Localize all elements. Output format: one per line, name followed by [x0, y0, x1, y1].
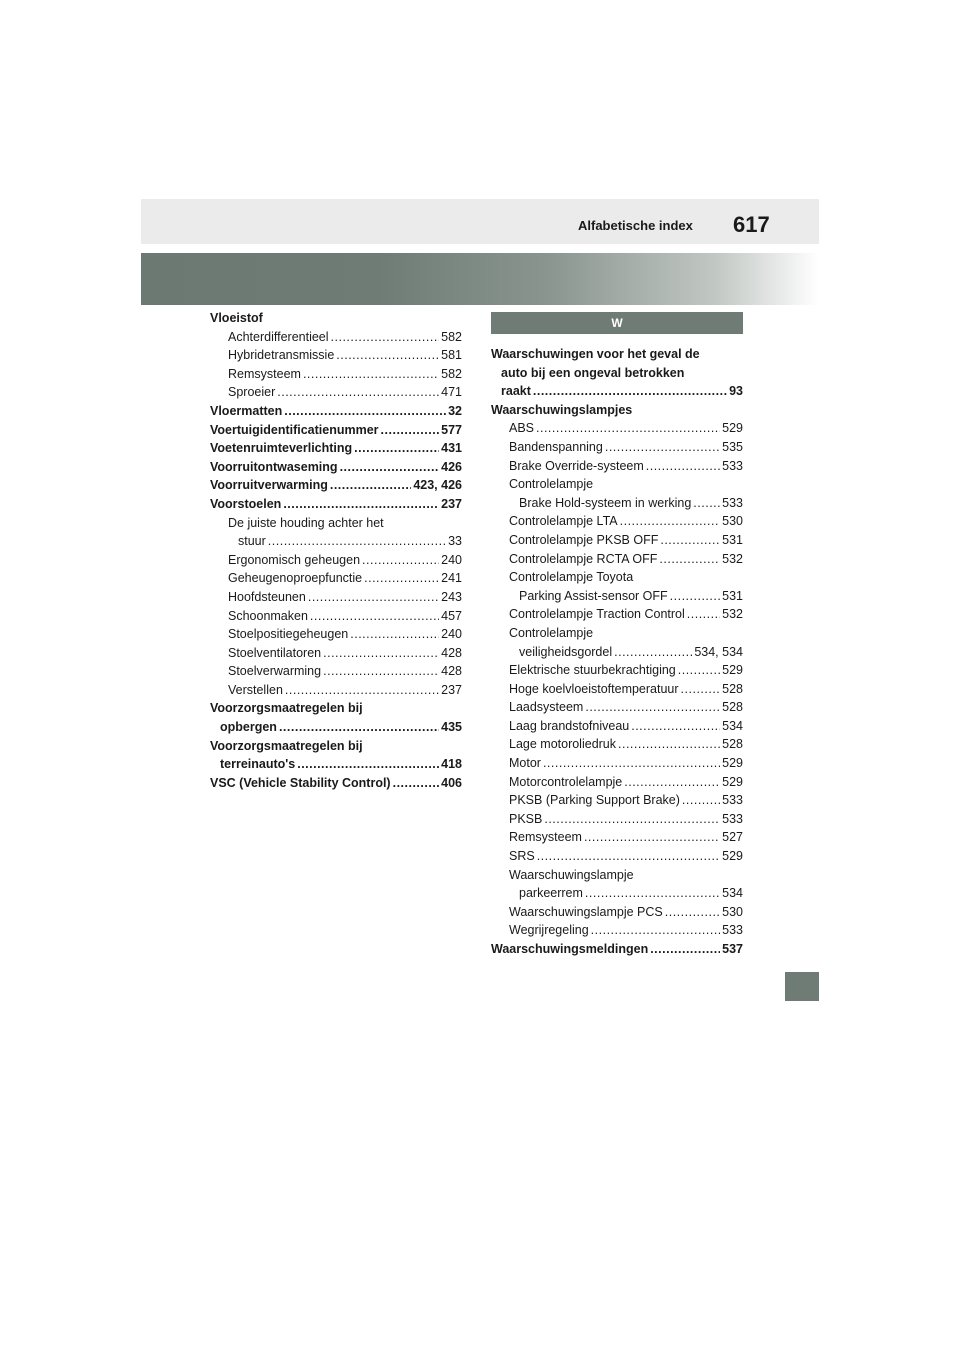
- dot-leader: [543, 754, 720, 773]
- index-entry: [491, 866, 743, 885]
- index-entry-label: Waarschuwingsmeldingen: [491, 942, 649, 956]
- dot-leader: [340, 458, 440, 477]
- index-entry-label: Wegrijregeling: [509, 923, 589, 938]
- index-entry-label: De juiste houding achter het: [228, 515, 384, 530]
- dot-leader: [646, 457, 720, 476]
- index-entry-label: Controlelampje Toyota: [509, 570, 634, 585]
- dot-leader: [323, 662, 439, 681]
- index-entry-label: Verstellen: [228, 682, 283, 697]
- index-entry-page[interactable]: 237: [441, 682, 462, 697]
- index-entry-label: Remsysteem: [228, 366, 301, 381]
- dot-leader: [297, 755, 439, 774]
- dot-leader: [660, 531, 720, 550]
- index-entry-label: Motorcontrolelampje: [509, 774, 623, 789]
- index-entry-page[interactable]: 533: [722, 793, 743, 808]
- header-band: [141, 199, 819, 244]
- index-entry[interactable]: [491, 921, 743, 940]
- index-entry-page[interactable]: 240: [441, 552, 462, 567]
- dot-leader: [393, 774, 440, 793]
- index-entry-page[interactable]: 531: [722, 532, 743, 547]
- index-entry-label: veiligheidsgordel: [519, 644, 613, 659]
- index-entry-label: Voetenruimteverlichting: [210, 441, 353, 456]
- index-entry-label: Controlelampje LTA: [509, 514, 618, 529]
- index-entry-label: Hoge koelvloeistoftemperatuur: [509, 681, 679, 696]
- index-entry[interactable]: [491, 512, 743, 531]
- dot-leader: [631, 717, 720, 736]
- index-entry-page[interactable]: 581: [441, 348, 462, 363]
- index-entry-label: terreinauto's: [220, 757, 296, 772]
- index-entry-label: ABS: [509, 421, 535, 436]
- index-entry: [491, 568, 743, 587]
- index-entry-label: Schoonmaken: [228, 608, 308, 623]
- dot-leader: [284, 402, 446, 421]
- thumb-index-tab[interactable]: [785, 972, 819, 1001]
- decorative-gradient-bar: [141, 253, 819, 305]
- index-entry-label: Elektrische stuurbekrachtiging: [509, 663, 676, 678]
- index-entry[interactable]: [210, 346, 462, 365]
- dot-leader: [585, 698, 720, 717]
- index-entry-page[interactable]: 32: [448, 403, 462, 418]
- index-entry-page[interactable]: 435: [441, 720, 462, 735]
- index-entry-label: Hybridetransmissie: [228, 348, 335, 363]
- dot-leader: [310, 607, 439, 626]
- index-entry[interactable]: [491, 940, 743, 959]
- index-entry-label: VSC (Vehicle Stability Control): [210, 775, 391, 790]
- dot-leader: [659, 550, 720, 569]
- dot-leader: [354, 439, 439, 458]
- index-entry-label: Laag brandstofniveau: [509, 718, 630, 733]
- index-entry-page[interactable]: 243: [441, 589, 462, 604]
- index-entry-label: Stoelverwarming: [228, 664, 322, 679]
- index-entry-label: Laadsysteem: [509, 700, 584, 715]
- index-entry-page[interactable]: 533: [722, 811, 743, 826]
- index-entry[interactable]: [210, 532, 462, 551]
- index-entry-label: Waarschuwingslampjes: [491, 402, 633, 417]
- dot-leader: [330, 476, 411, 495]
- index-entry-label: Motor: [509, 756, 541, 771]
- index-entry-page[interactable]: 528: [722, 737, 743, 752]
- dot-leader: [681, 680, 721, 699]
- index-entry-label: auto bij een ongeval betrokken: [501, 365, 685, 380]
- index-entry-page[interactable]: 529: [722, 849, 743, 864]
- index-entry-label: Remsysteem: [509, 830, 582, 845]
- index-entry-label: Waarschuwingen voor het geval de: [491, 347, 700, 361]
- dot-leader: [537, 847, 720, 866]
- index-entry: [210, 514, 462, 533]
- dot-leader: [687, 605, 720, 624]
- index-entry: [491, 345, 743, 364]
- index-entry-label: Voorruitverwarming: [210, 478, 328, 493]
- index-entry: [491, 624, 743, 643]
- index-entry-page[interactable]: 428: [441, 645, 462, 660]
- index-entry-page[interactable]: 529: [722, 421, 743, 436]
- index-entry[interactable]: [210, 439, 462, 458]
- index-entry-page[interactable]: 529: [722, 756, 743, 771]
- index-entry[interactable]: [210, 718, 462, 737]
- index-entry[interactable]: [210, 421, 462, 440]
- index-entry[interactable]: [210, 662, 462, 681]
- index-entry[interactable]: [210, 458, 462, 477]
- dot-leader: [308, 588, 439, 607]
- index-entry-label: Achterdifferentieel: [228, 329, 329, 344]
- index-entry-page[interactable]: 241: [441, 571, 462, 586]
- index-entry[interactable]: [491, 791, 743, 810]
- index-entry-label: PKSB (Parking Support Brake): [509, 793, 680, 808]
- index-entry-label: Hoofdsteunen: [228, 589, 306, 604]
- index-entry[interactable]: [491, 828, 743, 847]
- index-entry-page[interactable]: 527: [722, 830, 743, 845]
- dot-leader: [585, 884, 720, 903]
- index-entry-page[interactable]: 530: [722, 514, 743, 529]
- index-entry-page[interactable]: 471: [441, 385, 462, 400]
- dot-leader: [350, 625, 439, 644]
- index-entry[interactable]: [491, 438, 743, 457]
- index-entry-page[interactable]: 418: [441, 757, 462, 772]
- dot-leader: [618, 735, 720, 754]
- index-entry[interactable]: [491, 680, 743, 699]
- index-entry-label: Controlelampje: [509, 477, 594, 492]
- index-entry-label: Waarschuwingslampje: [509, 867, 634, 882]
- index-entry[interactable]: [210, 588, 462, 607]
- index-entry[interactable]: [491, 661, 743, 680]
- index-entry: [491, 475, 743, 494]
- dot-leader: [665, 903, 720, 922]
- index-entry[interactable]: [491, 735, 743, 754]
- dot-leader: [544, 810, 720, 829]
- index-entry-label: Vloermatten: [210, 403, 283, 418]
- dot-leader: [624, 773, 720, 792]
- index-entry[interactable]: [491, 698, 743, 717]
- index-entry[interactable]: [491, 382, 743, 401]
- index-entry-page[interactable]: 528: [722, 700, 743, 715]
- dot-leader: [614, 643, 692, 662]
- index-entry[interactable]: [210, 681, 462, 700]
- index-entry-page[interactable]: 534: [722, 718, 743, 733]
- dot-leader: [277, 383, 439, 402]
- index-entry-label: raakt: [501, 384, 531, 399]
- index-entry[interactable]: [210, 755, 462, 774]
- dot-leader: [331, 328, 440, 347]
- dot-leader: [364, 569, 439, 588]
- index-entry-page[interactable]: 528: [722, 681, 743, 696]
- index-entry[interactable]: [210, 569, 462, 588]
- index-entry-label: Stoelventilatoren: [228, 645, 322, 660]
- page-number: 617: [733, 212, 770, 237]
- index-entry[interactable]: [210, 607, 462, 626]
- index-entry[interactable]: [491, 643, 743, 662]
- index-entry-page[interactable]: 533: [722, 923, 743, 938]
- index-entry-label: Stoelpositiegeheugen: [228, 627, 349, 642]
- index-entry[interactable]: [491, 457, 743, 476]
- dot-leader: [682, 791, 720, 810]
- dot-leader: [533, 382, 727, 401]
- index-entry-page[interactable]: 457: [441, 608, 462, 623]
- index-entry-page[interactable]: 532: [722, 607, 743, 622]
- index-entry-label: Controlelampje Traction Control: [509, 607, 685, 622]
- index-entry[interactable]: [491, 773, 743, 792]
- index-entry[interactable]: [491, 810, 743, 829]
- index-entry[interactable]: [210, 644, 462, 663]
- index-entry-label: Bandenspanning: [509, 439, 603, 454]
- index-entry-label: Voertuigidentificatienummer: [210, 422, 379, 437]
- dot-leader: [303, 365, 439, 384]
- index-entry[interactable]: [210, 365, 462, 384]
- index-entry-page[interactable]: 537: [722, 942, 743, 956]
- dot-leader: [678, 661, 720, 680]
- index-entry[interactable]: [210, 402, 462, 421]
- index-entry: [491, 401, 743, 420]
- index-entry-page[interactable]: 582: [441, 329, 462, 344]
- index-entry-label: Voorstoelen: [210, 496, 282, 511]
- dot-leader: [620, 512, 721, 531]
- index-entry[interactable]: [491, 550, 743, 569]
- dot-leader: [381, 421, 440, 440]
- index-entry-label: Parking Assist-sensor OFF: [519, 588, 668, 603]
- index-entry-page[interactable]: 406: [441, 775, 462, 790]
- dot-leader: [536, 419, 720, 438]
- index-entry-label: stuur: [238, 534, 266, 549]
- index-entry[interactable]: [210, 476, 462, 495]
- dot-leader: [650, 940, 720, 959]
- index-entry-label: Vloeistof: [210, 311, 263, 325]
- dot-leader: [323, 644, 439, 663]
- index-entry-page[interactable]: 531: [722, 588, 743, 603]
- index-entry: [210, 309, 462, 328]
- index-entry-label: Voorruitontwaseming: [210, 459, 338, 474]
- index-entry-page[interactable]: 534: [722, 886, 743, 901]
- dot-leader: [285, 681, 439, 700]
- dot-leader: [362, 551, 439, 570]
- index-entry-page[interactable]: 529: [722, 774, 743, 789]
- index-entry[interactable]: [210, 625, 462, 644]
- dot-leader: [283, 495, 439, 514]
- index-entry-page[interactable]: 93: [729, 384, 743, 399]
- index-entry-label: SRS: [509, 849, 535, 864]
- index-entry-page[interactable]: 423, 426: [413, 478, 462, 493]
- dot-leader: [693, 494, 720, 513]
- index-entry-page[interactable]: 431: [441, 441, 462, 456]
- index-entry-page[interactable]: 530: [722, 904, 743, 919]
- index-entry-label: Controlelampje RCTA OFF: [509, 551, 658, 566]
- index-entry-label: Brake Override-systeem: [509, 458, 644, 473]
- index-entry-page[interactable]: 534, 534: [694, 644, 743, 659]
- index-entry-label: Controlelampje PKSB OFF: [509, 532, 659, 547]
- index-entry[interactable]: [491, 419, 743, 438]
- index-entry-page[interactable]: 237: [441, 496, 462, 511]
- index-entry-page[interactable]: 33: [448, 534, 462, 549]
- dot-leader: [279, 718, 439, 737]
- index-entry: [491, 364, 743, 383]
- index-entry-label: Geheugenoproepfunctie: [228, 571, 363, 586]
- section-title: Alfabetische index: [578, 218, 693, 233]
- index-entry[interactable]: [210, 495, 462, 514]
- index-entry[interactable]: [210, 328, 462, 347]
- index-entry-page[interactable]: 577: [441, 422, 462, 437]
- dot-leader: [605, 438, 720, 457]
- index-entry[interactable]: [491, 717, 743, 736]
- index-column-right: [491, 309, 743, 959]
- index-entry[interactable]: [491, 587, 743, 606]
- index-entry: [210, 699, 462, 718]
- index-entry[interactable]: [491, 605, 743, 624]
- index-entry-label: Voorzorgsmaatregelen bij: [210, 738, 363, 753]
- index-entry-page[interactable]: 428: [441, 664, 462, 679]
- index-entry-label: opbergen: [220, 720, 277, 735]
- index-entry[interactable]: [491, 884, 743, 903]
- index-entry[interactable]: [491, 754, 743, 773]
- index-entry-label: Controlelampje: [509, 625, 594, 640]
- dot-leader: [591, 921, 720, 940]
- index-entry-label: Sproeier: [228, 385, 276, 400]
- index-entry[interactable]: [491, 847, 743, 866]
- index-entry: [210, 737, 462, 756]
- index-entry[interactable]: [491, 494, 743, 513]
- index-entry-label: parkeerrem: [519, 886, 583, 901]
- index-entry[interactable]: [210, 383, 462, 402]
- index-entry-label: Waarschuwingslampje PCS: [509, 904, 663, 919]
- dot-leader: [336, 346, 439, 365]
- letter-section-header: W: [491, 312, 743, 334]
- index-entry[interactable]: [210, 551, 462, 570]
- index-entry[interactable]: [210, 774, 462, 793]
- dot-leader: [268, 532, 446, 551]
- index-entry[interactable]: [491, 903, 743, 922]
- index-entry-page[interactable]: 426: [441, 459, 462, 474]
- index-entry-label: PKSB: [509, 811, 543, 826]
- index-entry-label: Ergonomisch geheugen: [228, 552, 361, 567]
- index-entry[interactable]: [491, 531, 743, 550]
- index-entry-page[interactable]: 533: [722, 458, 743, 473]
- index-entry-label: Voorzorgsmaatregelen bij: [210, 701, 363, 716]
- dot-leader: [670, 587, 720, 606]
- index-entry-label: Brake Hold-systeem in werking: [519, 495, 692, 510]
- index-entry-page[interactable]: 529: [722, 663, 743, 678]
- index-entry-page[interactable]: 535: [722, 439, 743, 454]
- index-entry-page[interactable]: 582: [441, 366, 462, 381]
- index-entry-page[interactable]: 532: [722, 551, 743, 566]
- dot-leader: [584, 828, 720, 847]
- index-column-left: [210, 309, 462, 792]
- index-entry-page[interactable]: 240: [441, 627, 462, 642]
- index-entry-page[interactable]: 533: [722, 495, 743, 510]
- index-entry-label: Lage motoroliedruk: [509, 737, 617, 752]
